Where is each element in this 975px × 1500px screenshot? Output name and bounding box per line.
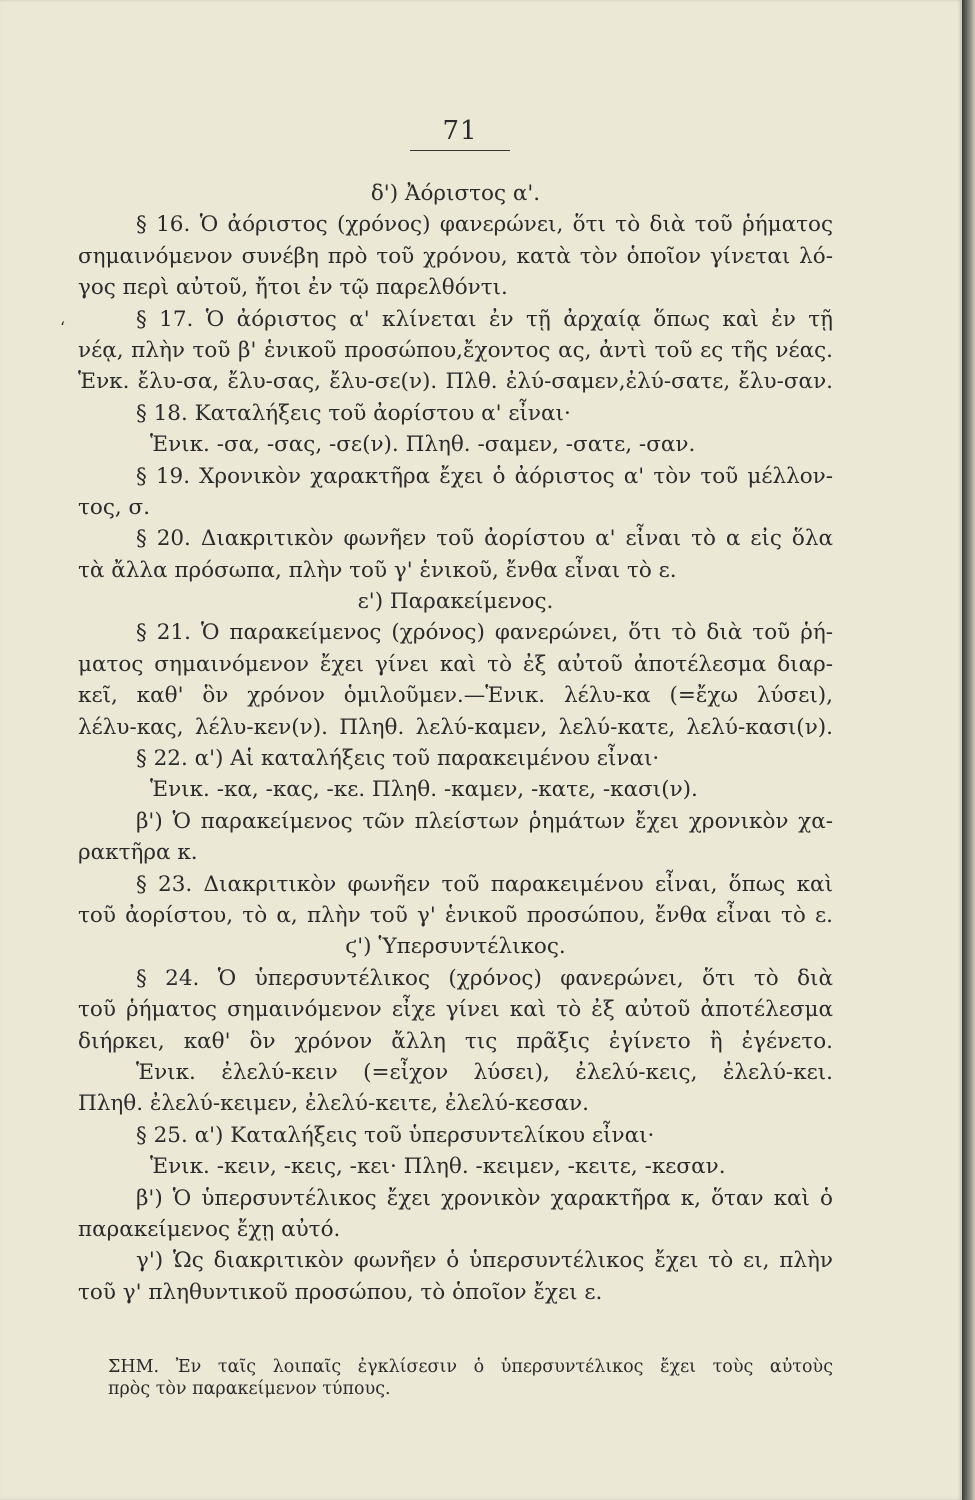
text-line: Ἑνικ. ἐλελύ-κειν (=εἶχον λύσει), ἐλελύ-κεις, ἐλελύ-κει. (136, 1059, 833, 1085)
text-line: Ἑνικ. -σα, -σας, -σε(ν). Πληθ. -σαμεν, -σατε, -σαν. (150, 432, 696, 458)
text-line: Ἑνικ. -κα, -κας, -κε. Πληθ. -καμεν, -κατε, -κασι(ν). (150, 777, 698, 803)
text-line: νέᾳ, πλὴν τοῦ β' ἑνικοῦ προσώπου,ἔχοντος ας, ἀντὶ τοῦ ες τῆς νέας. (78, 337, 833, 363)
text-line: σημαινόμενον συνέβη πρὸ τοῦ χρόνου, κατὰ τὸν ὁποῖον γίνεται λό- (78, 243, 833, 269)
text-line: § 19. Χρονικὸν χαρακτῆρα ἔχει ὁ ἀόριστος α' τὸν τοῦ μέλλον- (136, 463, 833, 489)
text-line: ματος σημαινόμενον ἔχει γίνει καὶ τὸ ἐξ αὐτοῦ ἀποτέλεσμα διαρ- (78, 651, 833, 677)
text-line: τοῦ γ' πληθυντικοῦ προσώπου, τὸ ὁποῖον ἔχει ε. (78, 1279, 603, 1305)
text-line: § 22. α') Αἱ καταλήξεις τοῦ παρακειμένου εἶναι· (136, 746, 660, 772)
section-heading: δ') Ἀόριστος α'. (370, 181, 541, 206)
section-heading: ε') Παρακείμενος. (357, 589, 554, 615)
text-line: τὰ ἄλλα πρόσωπα, πλὴν τοῦ γ' ἑνικοῦ, ἔνθα εἶναι τὸ ε. (78, 557, 677, 583)
text-line: Ἑνκ. ἔλυ-σα, ἔλυ-σας, ἔλυ-σε(ν). Πλθ. ἐλύ-σαμεν,ἐλύ-σατε, ἔλυ-σαν. (78, 369, 833, 395)
section-heading: ϛ') Ὑπερσυντέλικος. (345, 934, 566, 960)
header-rule (410, 150, 510, 151)
text-line: § 20. Διακριτικὸν φωνῆεν τοῦ ἀορίστου α' εἶναι τὸ α εἰς ὅλα (136, 526, 833, 552)
text-line: γ') Ὡς διακριτικὸν φωνῆεν ὁ ὑπερσυντέλικος ἔχει τὸ ει, πλὴν (136, 1248, 833, 1274)
page-number: 71 (442, 116, 478, 146)
text-line: § 21. Ὁ παρακείμενος (χρόνος) φανερώνει, ὅτι τὸ διὰ τοῦ ῥή- (136, 620, 833, 646)
text-line: γος περὶ αὐτοῦ, ἤτοι ἐν τῷ παρελθόντι. (78, 275, 508, 301)
text-line: § 23. Διακριτικὸν φωνῆεν τοῦ παρακειμένου εἶναι, ὅπως καὶ (136, 871, 833, 897)
footnote (108, 1356, 833, 1400)
text-line: Ἑνικ. -κειν, -κεις, -κει· Πληθ. -κειμεν, -κειτε, -κεσαν. (150, 1154, 726, 1180)
text-line: β') Ὁ ὑπερσυντέλικος ἔχει χρονικὸν χαρακτῆρα κ, ὅταν καὶ ὁ (136, 1185, 833, 1211)
text-line: Πληθ. ἐλελύ-κειμεν, ἐλελύ-κειτε, ἐλελύ-κεσαν. (78, 1091, 589, 1117)
text-line: παρακείμενος ἔχῃ αὐτό. (78, 1216, 341, 1242)
text-line: § 16. Ὁ ἀόριστος (χρόνος) φανερώνει, ὅτι τὸ διὰ τοῦ ῥήματος (136, 212, 833, 238)
footnote-line: πρὸς τὸν παρακείμενον τύπους. (108, 1379, 391, 1399)
text-line: β') Ὁ παρακείμενος τῶν πλείστων ῥημάτων ἔχει χρονικὸν χα- (136, 808, 833, 834)
footnote-line: ΣΗΜ. Ἐν ταῖς λοιπαῖς ἐγκλίσεσιν ὁ ὑπερσυντέλικος ἔχει τοὺς αὐτοὺς (108, 1357, 833, 1377)
text-line: § 18. Καταλήξεις τοῦ ἀορίστου α' εἶναι· (136, 400, 571, 426)
text-line: § 17. Ὁ ἀόριστος α' κλίνεται ἐν τῇ ἀρχαίᾳ ὅπως καὶ ἐν τῇ (136, 306, 833, 332)
margin-mark: ʻ (60, 318, 66, 337)
text-line: τοῦ ῥήματος σημαινόμενον εἶχε γίνει καὶ τὸ ἐξ αὐτοῦ ἀποτέλεσμα (78, 997, 833, 1023)
text-line: ρακτῆρα κ. (78, 840, 198, 866)
text-line: κεῖ, καθ' ὃν χρόνον ὁμιλοῦμεν.—Ἑνικ. λέλυ-κα (=ἔχω λύσει), (78, 683, 833, 709)
text-line: διήρκει, καθ' ὃν χρόνον ἄλλη τις πρᾶξις ἐγίνετο ἢ ἐγένετο. (78, 1028, 833, 1054)
page-edge (962, 0, 975, 1500)
text-line: λέλυ-κας, λέλυ-κεν(ν). Πληθ. λελύ-καμεν, λελύ-κατε, λελύ-κασι(ν). (78, 714, 833, 740)
text-line: § 24. Ὁ ὑπερσυντέλικος (χρόνος) φανερώνει, ὅτι τὸ διὰ (136, 965, 833, 991)
text-line: § 25. α') Καταλήξεις τοῦ ὑπερσυντελίκου εἶναι· (136, 1122, 655, 1148)
text-line: τος, σ. (78, 494, 151, 520)
text-line: τοῦ ἀορίστου, τὸ α, πλὴν τοῦ γ' ἑνικοῦ προσώπου, ἔνθα εἶναι τὸ ε. (78, 902, 833, 928)
body-text (78, 178, 833, 1308)
